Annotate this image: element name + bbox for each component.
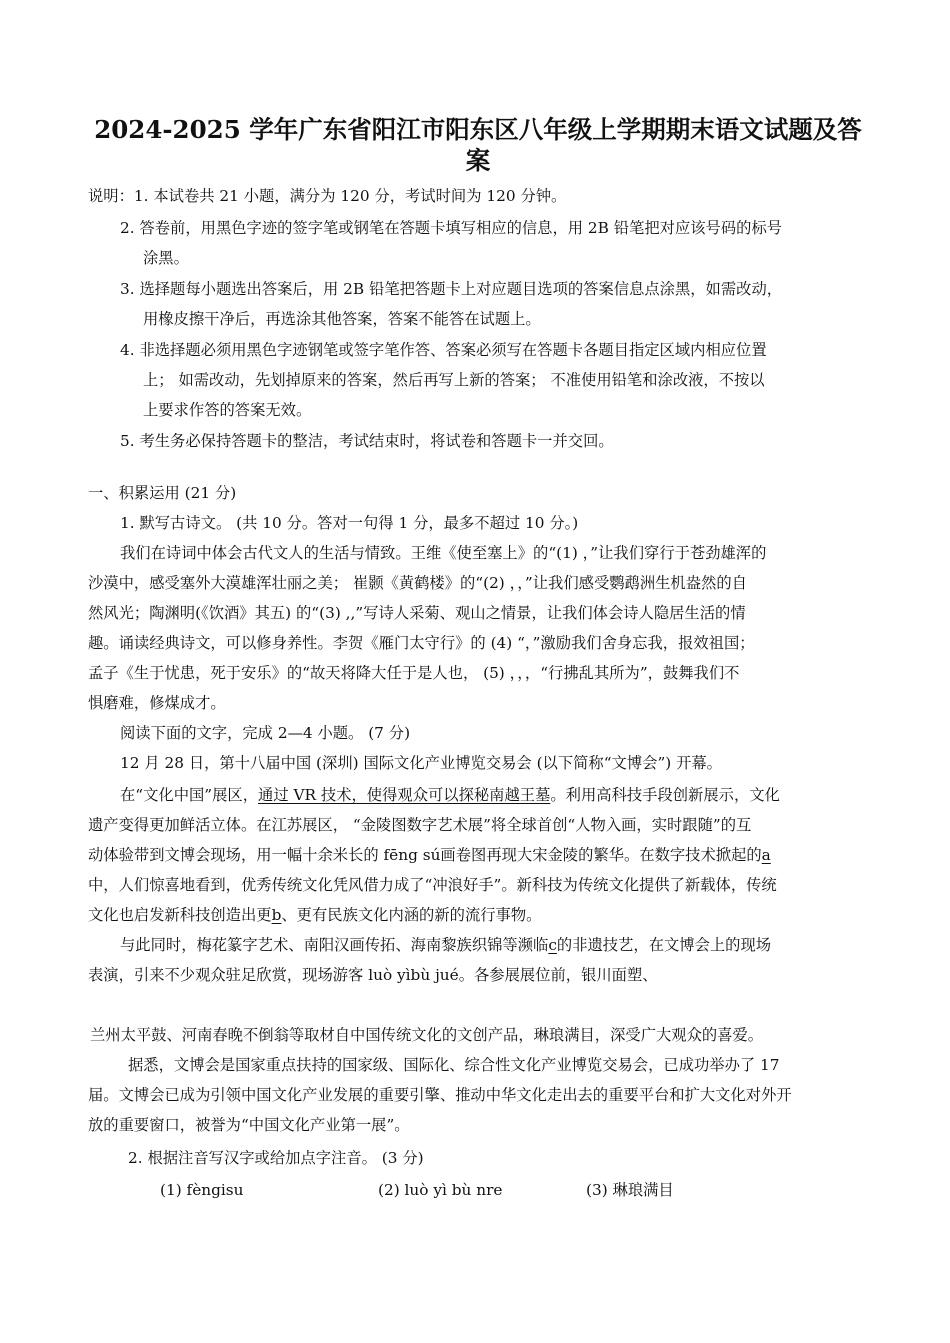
paragraph-4-line-2: 表演，引来不少观众驻足欣赏，现场游客 luò yìbù jué。各参展展位前，银川面塑、: [88, 966, 658, 984]
paragraph-5-line-3: 放的重要窗口，被誉为“中国文化产业第一展”。: [88, 1116, 410, 1134]
question-2-option-2: (2) luò yì bù nre: [378, 1181, 503, 1199]
paragraph-1-line-6: 惧磨难，修煤成才。: [88, 694, 226, 712]
instructions-item-2-cont: 涂黑。: [143, 249, 189, 267]
paragraph-1-line-2: 沙漠中，感受塞外大漠雄浑壮丽之美； 崔颢《黄鹤楼》的“(2) ，，”让我们感受鹦鹉洲生机盎然的自: [88, 574, 747, 592]
question-1: 1. 默写古诗文。 (共 10 分。答对一句得 1 分，最多不超过 10 分。): [120, 514, 579, 532]
question-2: 2. 根据注音写汉字或给加点字注音。 (3 分): [128, 1149, 424, 1167]
blank-a: a: [761, 846, 771, 864]
question-2-option-1: (1) fèngisu: [160, 1181, 244, 1199]
paragraph-5-line-1: 据悉，文博会是国家重点扶持的国家级、国际化、综合性文化产业博览交易会，已成功举办了 17: [128, 1056, 780, 1074]
paragraph-4-line-3: 兰州太平鼓、河南春晚不倒翁等取材自中国传统文化的文创产品，琳琅满目，深受广大观众的喜爱。: [90, 1026, 764, 1044]
instructions-item-2: 2. 答卷前，用黑色字迹的签字笔或钢笔在答题卡填写相应的信息，用 2B 铅笔把对应该号码的标号: [120, 219, 783, 237]
instructions-item-4: 4. 非选择题必须用黑色字迹钢笔或签字笔作答、答案必须写在答题卡各题目指定区域内相应位置: [120, 341, 767, 359]
instructions-item-4-cont: 上； 如需改动，先划掉原来的答案，然后再写上新的答案； 不准使用铅笔和涂改液，不按以: [143, 371, 765, 389]
paragraph-1-line-1: 我们在诗词中体会古代文人的生活与情致。王维《使至塞上》的“(1) ，”让我们穿行于苍劲雄浑的: [120, 544, 767, 562]
instructions-item-3: 3. 选择题每小题选出答案后，用 2B 铅笔把答题卡上对应题目选项的答案信息点涂黑，如需改动，: [120, 280, 783, 298]
instructions-item-1: 说明：1. 本试卷共 21 小题，满分为 120 分，考试时间为 120 分钟。: [88, 187, 567, 205]
instructions-item-4-cont2: 上要求作答的答案无效。: [143, 401, 312, 419]
paragraph-3-line-1: 在“文化中国”展区，通过 VR 技术，使得观众可以探秘南越王墓。利用高科技手段创新展示，文化: [120, 786, 780, 804]
paragraph-1-line-5: 孟子《生于忧患，死于安乐》的“故天将降大任于是人也， (5) ，，，“行拂乱其所为”，鼓舞我们不: [88, 664, 740, 682]
section-heading: 一、积累运用 (21 分): [88, 484, 237, 502]
blank-b: b: [271, 906, 282, 924]
instructions-prefix: 说明：: [88, 187, 134, 205]
paragraph-3-line-2: 遗产变得更加鲜活立体。在江苏展区， “金陵图数字艺术展”将全球首创“人物入画，实时跟随”的互: [88, 816, 752, 834]
paragraph-1-line-4: 趣。诵读经典诗文，可以修身养性。李贺《雁门太守行》的 (4) “，”激励我们舍身忘我，报效祖国；: [88, 634, 755, 652]
document-title: [88, 114, 868, 176]
paragraph-3-line-4: 中，人们惊喜地看到，优秀传统文化凭风借力成了“冲浪好手”。新科技为传统文化提供了新载体，传统: [88, 876, 777, 894]
paragraph-3-line-5: 文化也启发新科技创造出更b、更有民族文化内涵的新的流行事物。: [88, 906, 542, 924]
reading-intro: 阅读下面的文字，完成 2—4 小题。 (7 分): [120, 724, 411, 742]
title-line-1: 2024-2025 学年广东省阳江市阳东区八年级上学期期末语文试题及答: [94, 115, 862, 144]
paragraph-5-line-2: 届。文博会已成为引领中国文化产业发展的重要引擎、推动中华文化走出去的重要平台和扩大文化对外开: [88, 1086, 792, 1104]
paragraph-2: 12 月 28 日，第十八届中国 (深圳) 国际文化产业博览交易会 (以下简称“文博会”) 开幕。: [120, 754, 722, 772]
underlined-sentence: 通过 VR 技术，使得观众可以探秘南越王墓: [258, 786, 551, 804]
blank-c: c: [548, 936, 557, 954]
paragraph-4-line-1: 与此同时，梅花篆字艺术、南阳汉画传拓、海南黎族织锦等濒临c的非遗技艺，在文博会上的现场: [120, 936, 772, 954]
paragraph-1-line-3: 然风光；陶渊明(《饮酒》其五) 的“(3) ,,”写诗人采菊、观山之情景，让我们体会诗人隐居生活的情: [88, 604, 746, 622]
question-2-option-3: (3) 琳琅满目: [586, 1181, 674, 1199]
instructions-item-5: 5. 考生务必保持答题卡的整洁，考试结束时，将试卷和答题卡一并交回。: [120, 432, 614, 450]
paragraph-3-line-3: 动体验带到文博会现场，用一幅十余米长的 fēng sú画卷图再现大宋金陵的繁华。在数字技术掀起的a: [88, 846, 771, 864]
title-line-2: 案: [465, 146, 491, 175]
instructions-item-3-cont: 用橡皮擦干净后，再选涂其他答案，答案不能答在试题上。: [143, 310, 541, 328]
